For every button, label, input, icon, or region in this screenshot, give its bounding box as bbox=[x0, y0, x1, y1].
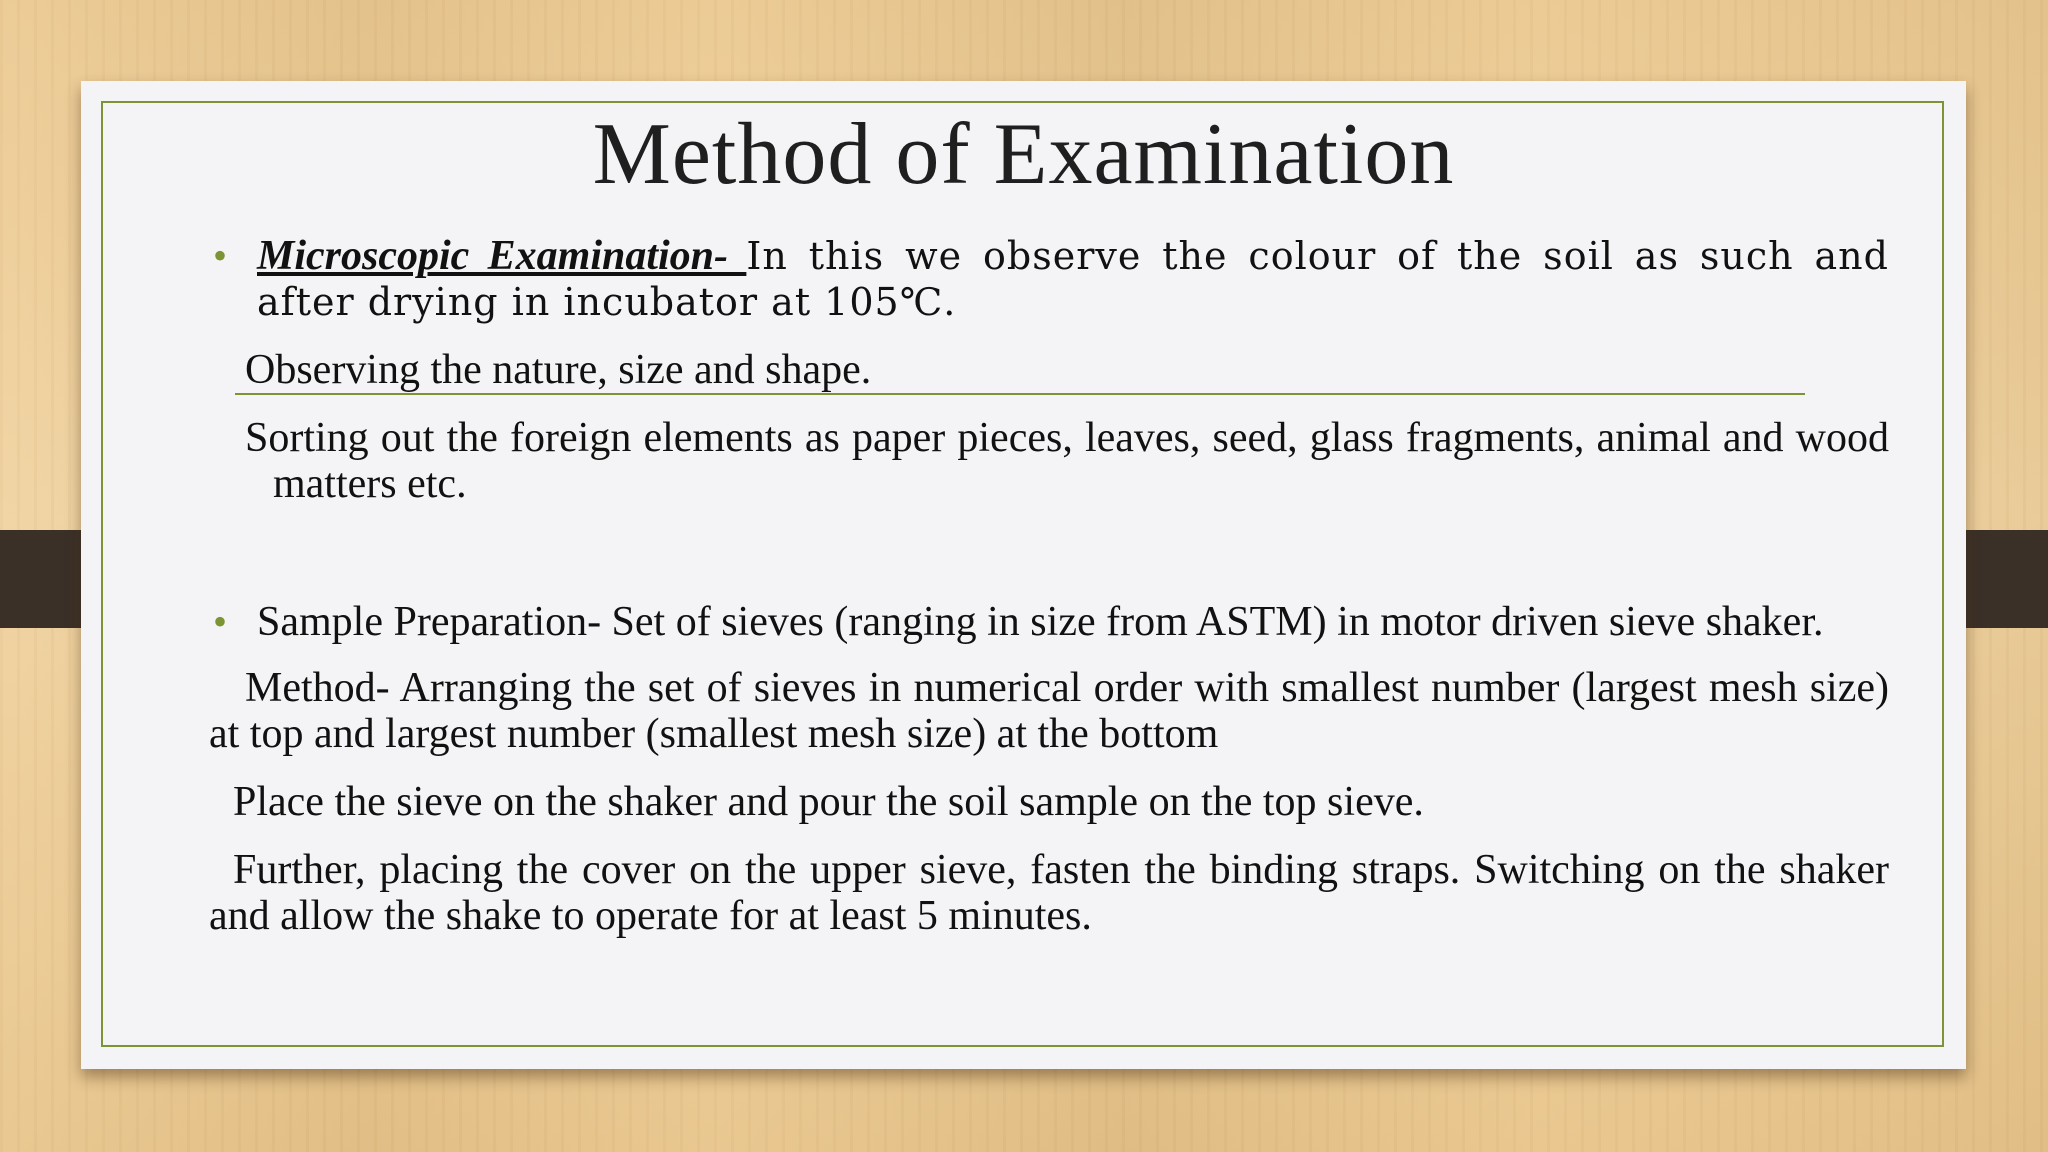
further-paragraph: Further, placing the cover on the upper sieve, fasten the binding straps. Switching on the shaker and allow the shake to operate for at least 5 minutes. bbox=[209, 847, 1889, 939]
observing-block bbox=[235, 347, 1805, 395]
microscopic-text: In this we observe the colour of the soil as such and after drying in incubator at 105℃. bbox=[257, 234, 1889, 324]
sorting-text-b: matters etc. bbox=[273, 461, 467, 507]
sorting-paragraph bbox=[209, 415, 1889, 507]
sample-preparation-text: Sample Preparation- Set of sieves (ranging in size from ASTM) in motor driven sieve shaker. bbox=[257, 599, 1824, 645]
method-paragraph: Method- Arranging the set of sieves in numerical order with smallest number (largest mesh size) at top and largest number (smallest mesh size) at the bottom bbox=[209, 665, 1889, 757]
slide-title: Method of Examination bbox=[592, 106, 1455, 203]
bullet-microscopic-examination bbox=[209, 233, 1889, 325]
bullet-dot-icon: • bbox=[213, 233, 228, 278]
microscopic-heading: Microscopic Examination- bbox=[257, 233, 747, 279]
bullet-dot-icon: • bbox=[213, 599, 228, 644]
place-paragraph: Place the sieve on the shaker and pour the soil sample on the top sieve. bbox=[233, 779, 1424, 825]
slide-content bbox=[209, 233, 1889, 939]
sorting-text-a: Sorting out the foreign elements as paper pieces, leaves, seed, glass fragments, animal and wood bbox=[245, 415, 1889, 461]
slide bbox=[81, 81, 1966, 1069]
observing-paragraph: Observing the nature, size and shape. bbox=[245, 347, 872, 393]
bullet-sample-preparation bbox=[209, 599, 1889, 645]
